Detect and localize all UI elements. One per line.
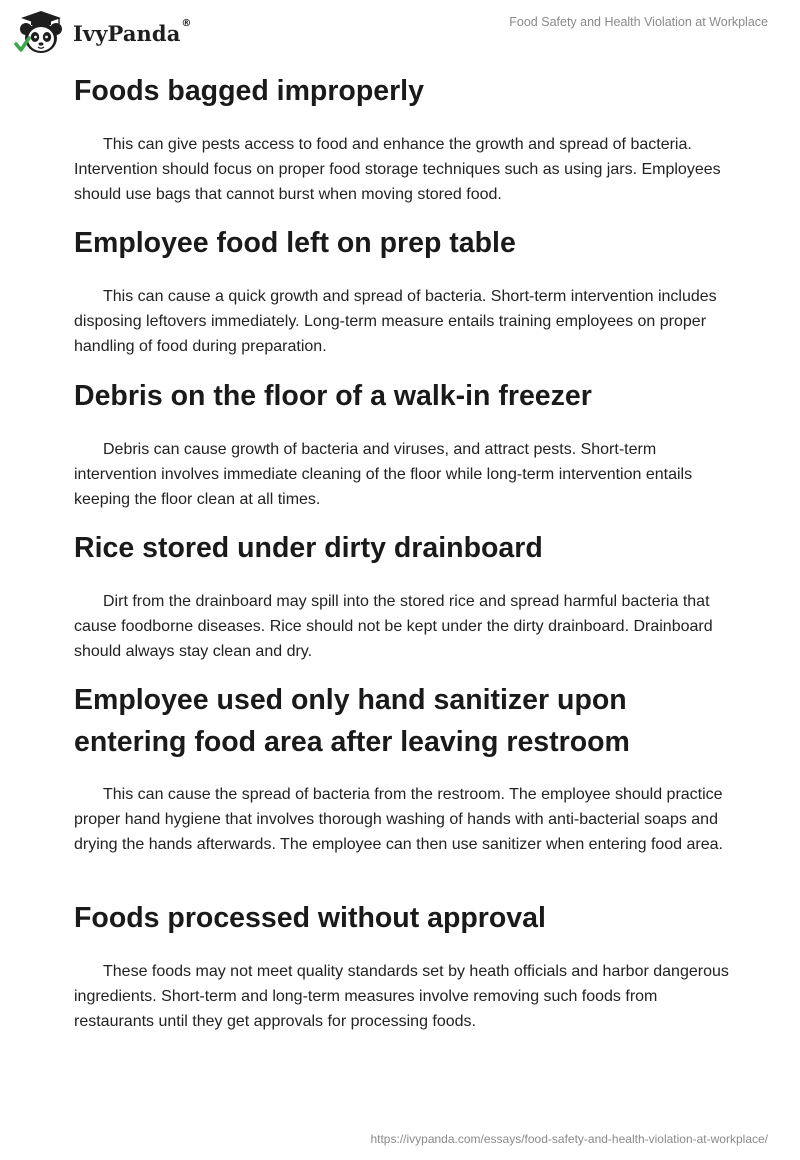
section-heading: Rice stored under dirty drainboard bbox=[74, 532, 543, 564]
brand-logo[interactable] bbox=[14, 7, 191, 57]
section-heading: Employee food left on prep table bbox=[74, 227, 516, 259]
section-heading: Debris on the floor of a walk-in freezer bbox=[74, 380, 592, 412]
source-url-link[interactable]: https://ivypanda.com/essays/food-safety-and-health-violation-at-workplace/ bbox=[370, 1132, 768, 1146]
section-heading: Foods bagged improperly bbox=[74, 75, 424, 107]
section-paragraph: Debris can cause growth of bacteria and viruses, and attract pests. Short-term intervention involves immediate cleaning of the floor while long-term intervention entails keeping the floor clean at all times. bbox=[74, 441, 693, 508]
panda-graduate-logo-icon bbox=[14, 7, 70, 57]
section-paragraph: Dirt from the drainboard may spill into the stored rice and spread harmful bacteria that cause foodborne diseases. Rice should not be kept under the dirty drainboard. Drainboard should always stay clean and dry. bbox=[74, 593, 713, 660]
section-heading: Foods processed without approval bbox=[74, 902, 546, 934]
section-paragraph: These foods may not meet quality standards set by heath officials and harbor dangerous ingredients. Short-term and long-term measures involve removing such foods from restaurants until they get approvals for processing foods. bbox=[74, 963, 729, 1030]
section-paragraph: This can cause the spread of bacteria from the restroom. The employee should practice proper hand hygiene that involves thorough washing of hands with anti-bacterial soaps and drying the hands afterwards. The employee can then use sanitizer when entering food area. bbox=[74, 786, 723, 853]
section-paragraph: This can cause a quick growth and spread of bacteria. Short-term intervention includes disposing leftovers immediately. Long-term measure entails training employees on proper handling of food during preparation. bbox=[74, 288, 717, 355]
section-paragraph: This can give pests access to food and enhance the growth and spread of bacteria. Intervention should focus on proper food storage techniques such as using jars. Employees should use bags that cannot burst when moving stored food. bbox=[74, 136, 721, 203]
page-header bbox=[0, 0, 800, 70]
running-title: Food Safety and Health Violation at Workplace bbox=[509, 15, 768, 29]
section-heading: Employee used only hand sanitizer upon entering food area after leaving restroom bbox=[74, 684, 630, 758]
brand-registered-mark: ® bbox=[181, 17, 192, 29]
brand-name: IvyPanda bbox=[73, 20, 181, 46]
